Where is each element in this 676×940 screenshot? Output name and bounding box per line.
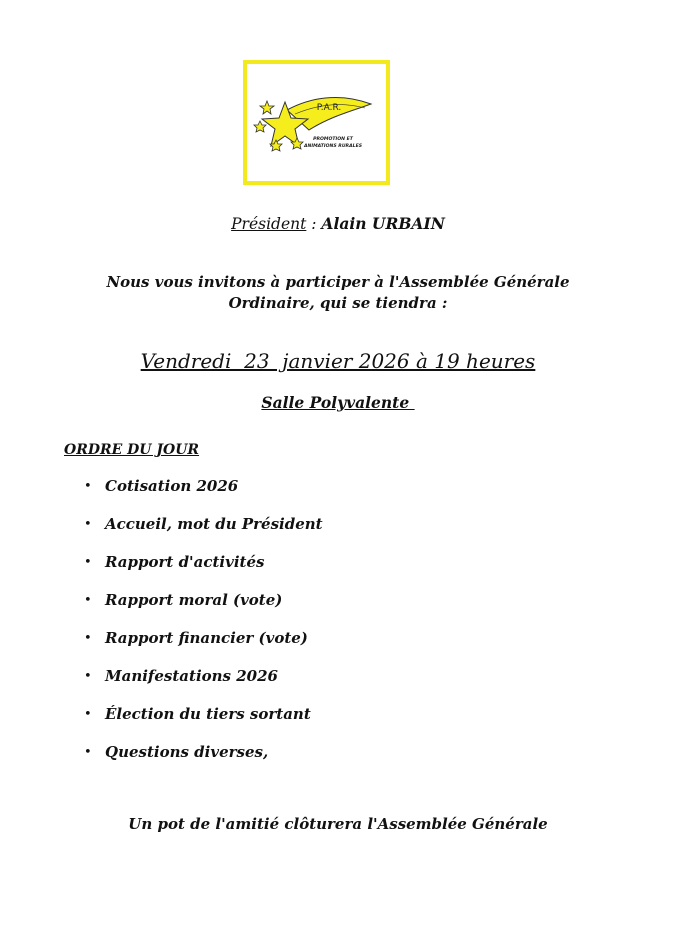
bullet-icon: • bbox=[84, 707, 92, 722]
agenda-item-text: Élection du tiers sortant bbox=[105, 705, 311, 723]
bullet-icon: • bbox=[84, 631, 92, 646]
agenda-item bbox=[84, 666, 323, 704]
invitation-line-2: Ordinaire, qui se tiendra : bbox=[228, 294, 448, 312]
agenda-item-text: Rapport moral (vote) bbox=[105, 591, 283, 609]
bullet-icon: • bbox=[84, 593, 92, 608]
agenda-title: ORDRE DU JOUR bbox=[64, 442, 200, 458]
president-label: Président bbox=[231, 215, 307, 233]
logo-tagline-1: PROMOTION ET bbox=[313, 137, 353, 142]
agenda-item-text: Questions diverses, bbox=[105, 743, 269, 761]
invitation-text bbox=[0, 272, 676, 314]
event-date: Vendredi 23 janvier 2026 à 19 heures bbox=[140, 349, 536, 373]
bullet-icon: • bbox=[84, 479, 92, 494]
invitation-line-1: Nous vous invitons à participer à l'Assemblée Générale bbox=[106, 273, 570, 291]
event-venue: Salle Polyvalente bbox=[261, 393, 415, 412]
agenda-item-text: Cotisation 2026 bbox=[105, 477, 239, 495]
agenda-item bbox=[84, 704, 323, 742]
agenda-item bbox=[84, 476, 323, 514]
bullet-icon: • bbox=[84, 669, 92, 684]
bullet-icon: • bbox=[84, 517, 92, 532]
closing-text: Un pot de l'amitié clôturera l'Assemblée Générale bbox=[128, 815, 548, 833]
logo-acronym: P.A.R. bbox=[316, 103, 342, 113]
agenda-item bbox=[84, 514, 323, 552]
logo-tagline-2: ANIMATIONS RURALES bbox=[303, 144, 363, 149]
agenda-item-text: Accueil, mot du Président bbox=[105, 515, 323, 533]
agenda-item bbox=[84, 590, 323, 628]
association-logo bbox=[243, 60, 390, 185]
agenda-item-text: Rapport d'activités bbox=[105, 553, 265, 571]
agenda-item bbox=[84, 628, 323, 666]
agenda-list bbox=[84, 476, 323, 780]
bullet-icon: • bbox=[84, 745, 92, 760]
agenda-item bbox=[84, 552, 323, 590]
agenda-item bbox=[84, 742, 323, 780]
agenda-item-text: Manifestations 2026 bbox=[105, 667, 278, 685]
bullet-icon: • bbox=[84, 555, 92, 570]
president-line bbox=[0, 214, 676, 233]
president-name: Alain URBAIN bbox=[321, 214, 445, 233]
president-separator: : bbox=[306, 215, 322, 233]
agenda-item-text: Rapport financier (vote) bbox=[105, 629, 308, 647]
shooting-stars-icon bbox=[247, 64, 386, 181]
